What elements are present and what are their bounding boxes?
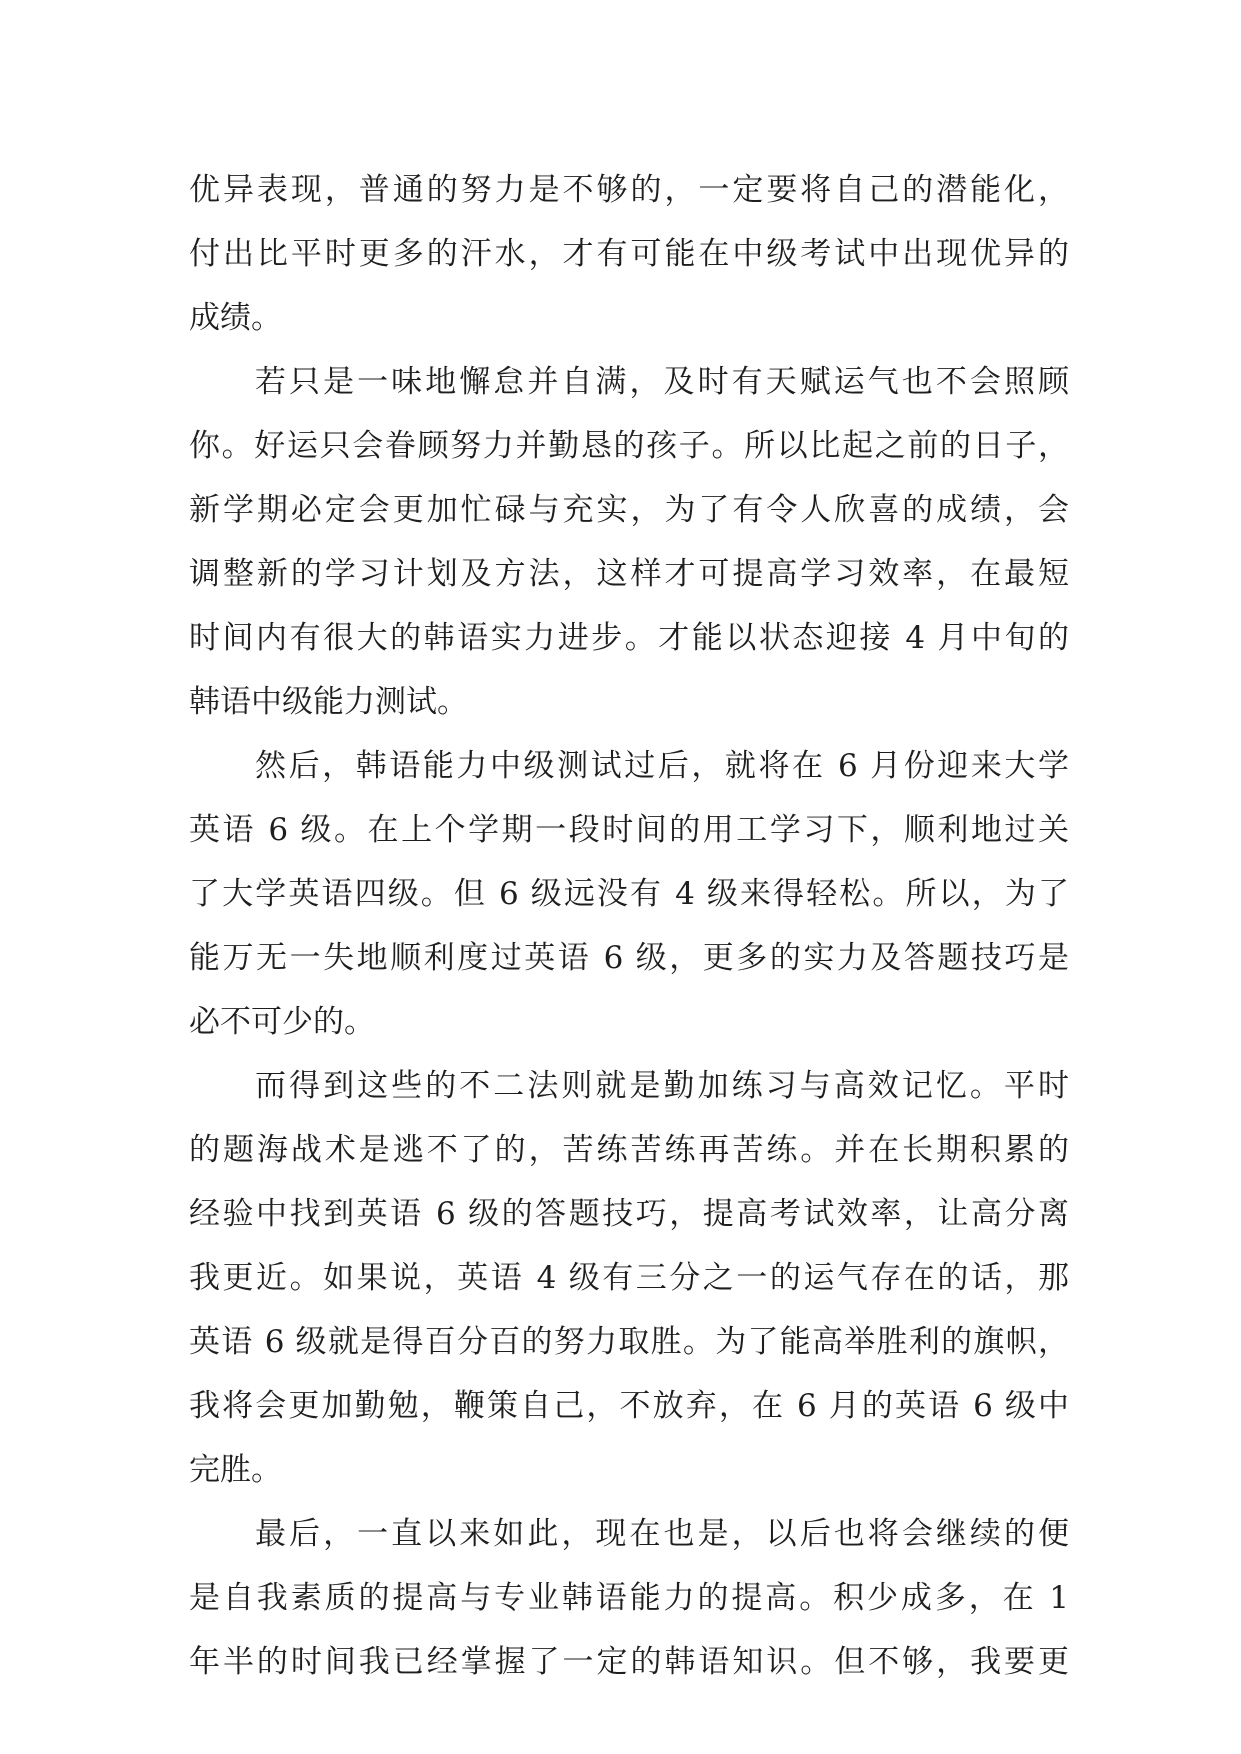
text-line: 经验中找到英语 6 级的答题技巧，提高考试效率，让高分离 [189, 1196, 1069, 1232]
text-line: 最后，一直以来如此，现在也是，以后也将会继续的便 [255, 1516, 1069, 1552]
text-line: 你。好运只会眷顾努力并勤恳的孩子。所以比起之前的日子， [189, 428, 1069, 464]
text-line: 新学期必定会更加忙碌与充实，为了有令人欣喜的成绩，会 [189, 492, 1069, 528]
paragraph [189, 1054, 1069, 1502]
text-line: 调整新的学习计划及方法，这样才可提高学习效率，在最短 [189, 556, 1069, 592]
paragraph [189, 350, 1069, 734]
text-line: 付出比平时更多的汗水，才有可能在中级考试中出现优异的 [189, 236, 1069, 272]
text-line: 成绩。 [189, 300, 282, 336]
text-line: 能万无一失地顺利度过英语 6 级，更多的实力及答题技巧是 [189, 940, 1069, 976]
text-line: 完胜。 [189, 1452, 282, 1488]
text-line: 优异表现，普通的努力是不够的，一定要将自己的潜能化， [189, 172, 1069, 208]
text-line: 英语 6 级。在上个学期一段时间的用工学习下，顺利地过关 [189, 812, 1069, 848]
text-line: 英语 6 级就是得百分百的努力取胜。为了能高举胜利的旗帜， [189, 1324, 1069, 1360]
text-line: 是自我素质的提高与专业韩语能力的提高。积少成多，在 1 [189, 1580, 1069, 1616]
paragraph [189, 158, 1069, 350]
paragraph [189, 1502, 1069, 1694]
text-line: 我将会更加勤勉，鞭策自己，不放弃，在 6 月的英语 6 级中 [189, 1388, 1069, 1424]
text-line: 的题海战术是逃不了的，苦练苦练再苦练。并在长期积累的 [189, 1132, 1069, 1168]
paragraph [189, 734, 1069, 1054]
text-line: 时间内有很大的韩语实力进步。才能以状态迎接 4 月中旬的 [189, 620, 1069, 656]
document-body [189, 158, 1069, 1694]
text-line: 必不可少的。 [189, 1004, 375, 1040]
text-line: 若只是一味地懈怠并自满，及时有天赋运气也不会照顾 [255, 364, 1069, 400]
text-line: 年半的时间我已经掌握了一定的韩语知识。但不够，我要更 [189, 1644, 1069, 1680]
text-line: 了大学英语四级。但 6 级远没有 4 级来得轻松。所以，为了 [189, 876, 1069, 912]
text-line: 我更近。如果说，英语 4 级有三分之一的运气存在的话，那 [189, 1260, 1069, 1296]
text-line: 韩语中级能力测试。 [189, 684, 468, 720]
text-line: 而得到这些的不二法则就是勤加练习与高效记忆。平时 [255, 1068, 1069, 1104]
text-line: 然后，韩语能力中级测试过后，就将在 6 月份迎来大学 [255, 748, 1069, 784]
